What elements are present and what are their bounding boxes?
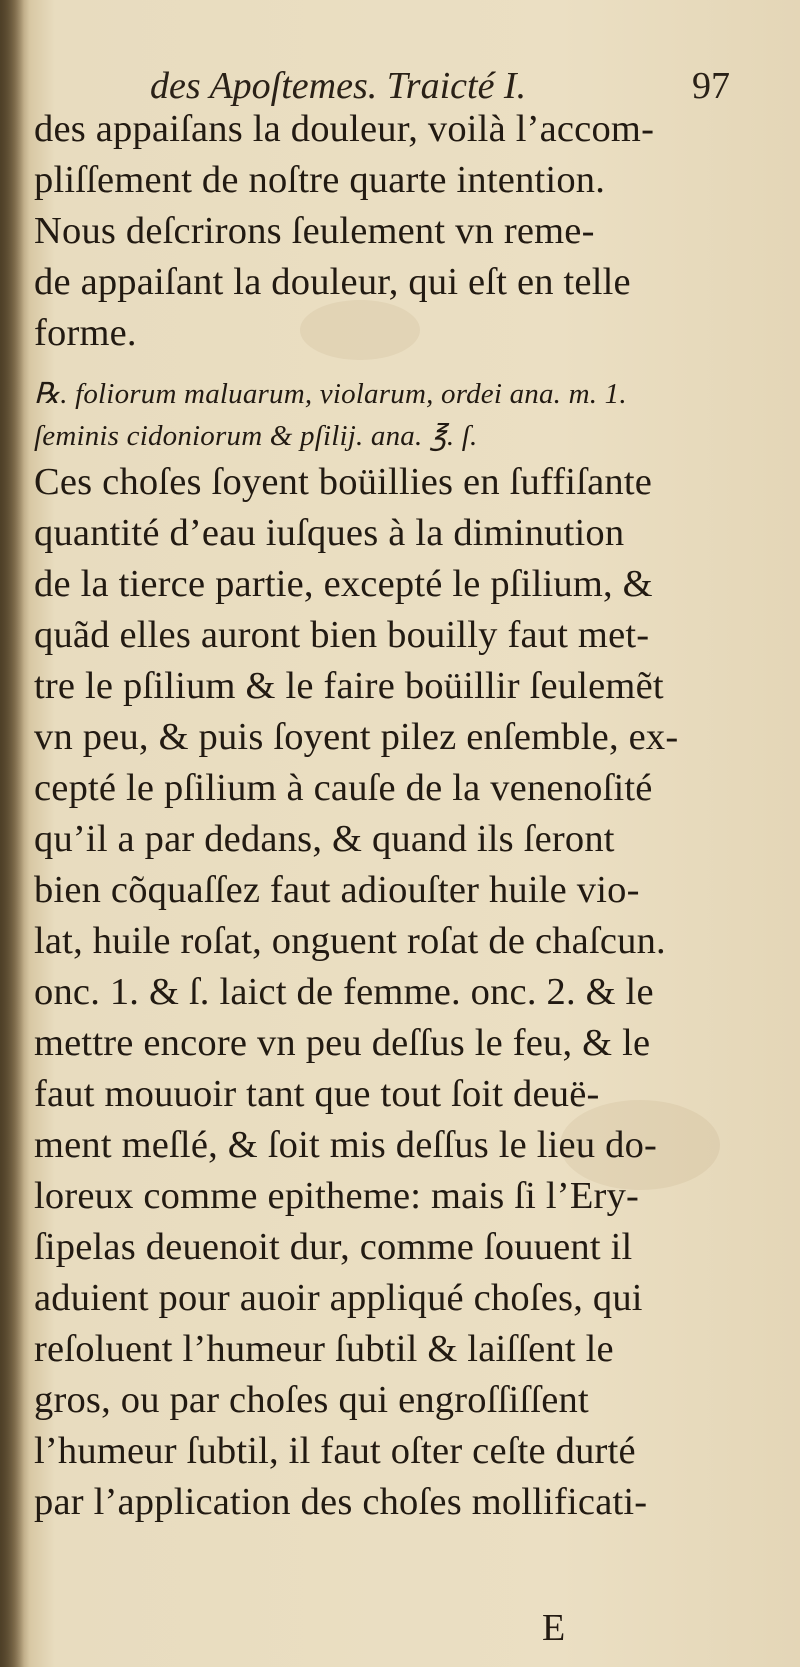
- text-line: cepté le pſilium à cauſe de la venenoſité: [34, 767, 653, 809]
- text-line: ſipelas deuenoit dur, comme ſouuent il: [34, 1226, 633, 1268]
- text-line: l’humeur ſubtil, il faut oſter ceſte durté: [34, 1430, 636, 1472]
- gutter-shadow: [0, 0, 24, 1667]
- text-line: qu’il a par dedans, & quand ils ſeront: [34, 818, 615, 860]
- recipe-line: ſeminis cidoniorum & pſilij. ana. ℥. ſ.: [34, 420, 478, 452]
- recipe-line: ℞. foliorum maluarum, violarum, ordei ana. m. 1.: [34, 378, 627, 410]
- text-line: tre le pſilium & le faire boüillir ſeulemẽt: [34, 665, 664, 707]
- text-line: mettre encore vn peu deſſus le feu, & le: [34, 1022, 651, 1064]
- text-line: pliſſement de noſtre quarte intention.: [34, 159, 606, 201]
- text-line: reſoluent l’humeur ſubtil & laiſſent le: [34, 1328, 614, 1370]
- text-line: vn peu, & puis ſoyent pilez enſemble, ex-: [34, 716, 679, 758]
- text-line: aduient pour auoir appliqué choſes, qui: [34, 1277, 643, 1319]
- text-line: par l’application des choſes mollificati-: [34, 1481, 648, 1523]
- text-line: lat, huile roſat, onguent roſat de chaſcun.: [34, 920, 666, 962]
- body-text: [34, 104, 734, 1528]
- text-line: quantité d’eau iuſques à la diminution: [34, 512, 625, 554]
- text-line: Ces choſes ſoyent boüillies en ſuffiſante: [34, 461, 653, 503]
- text-line: Nous deſcrirons ſeulement vn reme-: [34, 210, 595, 252]
- page-number: 97: [692, 65, 730, 107]
- catchword: E: [542, 1607, 566, 1649]
- text-line: de la tierce partie, excepté le pſilium, &: [34, 563, 653, 605]
- text-line: bien cõquaſſez faut adiouſter huile vio-: [34, 869, 640, 911]
- text-line: gros, ou par choſes qui engroſſiſſent: [34, 1379, 589, 1421]
- text-line: faut mouuoir tant que tout ſoit deuë-: [34, 1073, 600, 1115]
- text-line: loreux comme epitheme: mais ſi l’Ery-: [34, 1175, 640, 1217]
- running-title: des Apoſtemes. Traicté I.: [150, 65, 527, 107]
- text-line: forme.: [34, 312, 137, 354]
- text-line: des appaiſans la douleur, voilà l’accom-: [34, 108, 655, 150]
- text-line: onc. 1. & ſ. laict de femme. onc. 2. & le: [34, 971, 654, 1013]
- text-line: quãd elles auront bien bouilly faut met-: [34, 614, 650, 656]
- text-line: de appaiſant la douleur, qui eſt en telle: [34, 261, 631, 303]
- text-line: ment meſlé, & ſoit mis deſſus le lieu do-: [34, 1124, 658, 1166]
- paragraph-gap: [34, 359, 734, 373]
